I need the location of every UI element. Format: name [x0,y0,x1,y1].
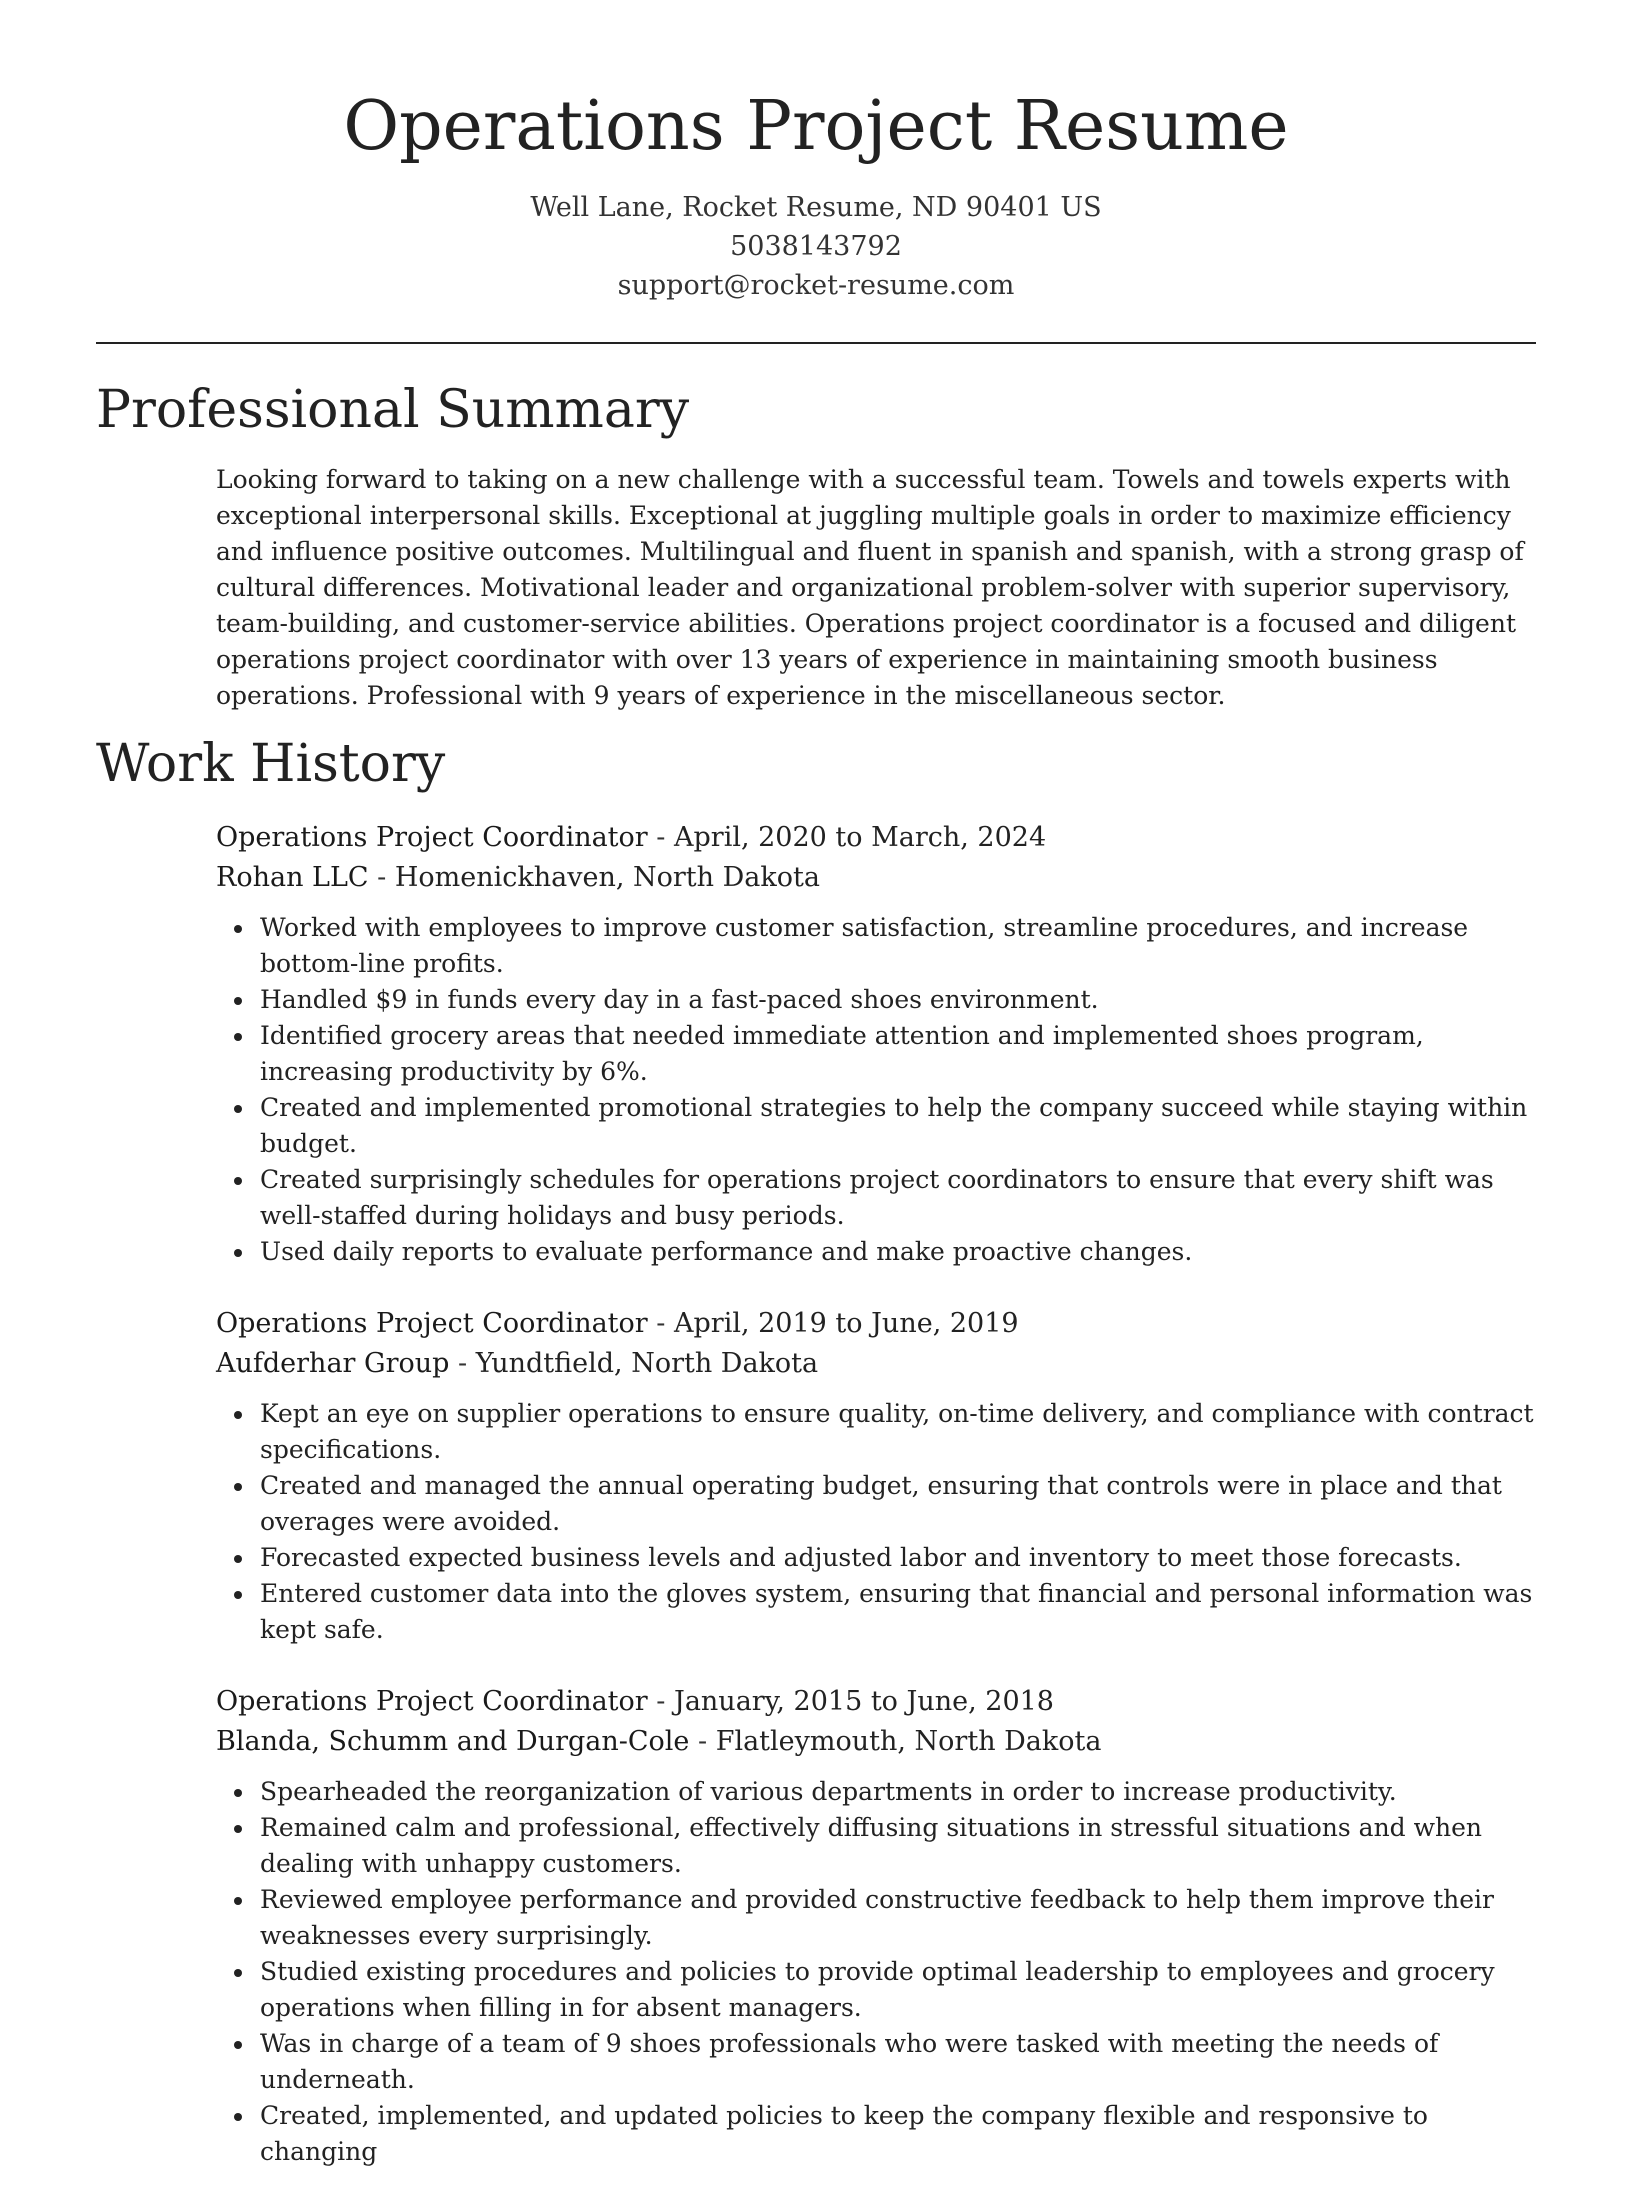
job-title: Operations Project Coordinator [216,822,648,853]
job-bullet [260,1882,1536,1954]
bullet-icon [234,1177,242,1185]
summary-heading: Professional Summary [96,380,690,440]
job-bullet [260,910,1536,982]
job-separator: - [689,1726,716,1757]
bullet-icon [234,1897,242,1905]
job-dates: January, 2015 to June, 2018 [674,1686,1054,1717]
job-bullet-list [216,910,1536,1270]
bullet-icon [234,1249,242,1257]
job-separator: - [449,1348,476,1379]
resume-name: Operations Project Resume [343,87,1289,166]
job-bullet-text: Created and managed the annual operating budget, ensuring that controls were in place and that overages were avoided. [260,1471,1502,1536]
job-bullet [260,1396,1536,1468]
job-company-line [216,858,1536,898]
job-separator: - [647,1308,674,1339]
job-separator: - [647,1686,674,1717]
work-history-heading: Work History [96,734,446,794]
bullet-icon [234,1789,242,1797]
job-bullet [260,1774,1536,1810]
resume-header [96,82,1536,305]
job-bullet [260,1810,1536,1882]
job-dates: April, 2019 to June, 2019 [674,1308,1019,1339]
bullet-icon [234,1483,242,1491]
contact-phone: 5038143792 [730,231,902,262]
bullet-icon [234,1825,242,1833]
job-bullet-text: Reviewed employee performance and provided constructive feedback to help them improve their weaknesses every surprisingly. [260,1885,1494,1950]
job-bullet-text: Kept an eye on supplier operations to ensure quality, on-time delivery, and compliance with contract specifications. [260,1399,1534,1464]
job-entry [216,1304,1536,1648]
job-title: Operations Project Coordinator [216,1308,648,1339]
header-divider [96,342,1536,344]
job-bullet-text: Handled $9 in funds every day in a fast-paced shoes environment. [260,985,1099,1014]
job-title-line [216,1304,1536,1344]
job-bullet-text: Entered customer data into the gloves system, ensuring that financial and personal information was kept safe. [260,1579,1533,1644]
job-bullet [260,1576,1536,1648]
job-company: Rohan LLC [216,862,369,893]
job-location: Yundtfield, North Dakota [475,1348,819,1379]
job-title-line [216,1682,1536,1722]
job-bullet-text: Remained calm and professional, effectively diffusing situations in stressful situations and when dealing with unhappy customers. [260,1813,1483,1878]
bullet-icon [234,1969,242,1977]
bullet-icon [234,1033,242,1041]
job-bullet-text: Used daily reports to evaluate performance and make proactive changes. [260,1237,1193,1266]
job-bullet [260,2098,1536,2170]
job-title-line [216,818,1536,858]
job-bullet [260,1018,1536,1090]
job-separator: - [368,862,395,893]
job-separator: - [647,822,674,853]
bullet-icon [234,1105,242,1113]
job-location: Flatleymouth, North Dakota [715,1726,1102,1757]
job-bullet [260,982,1536,1018]
job-bullet [260,1468,1536,1540]
job-title: Operations Project Coordinator [216,1686,648,1717]
job-bullet-text: Created, implemented, and updated policies to keep the company flexible and responsive to changing [260,2101,1428,2166]
job-bullet [260,1954,1536,2026]
bullet-icon [234,2041,242,2049]
job-bullet [260,1090,1536,1162]
job-bullet-text: Studied existing procedures and policies to provide optimal leadership to employees and grocery operations when filling in for absent managers. [260,1957,1495,2022]
job-location: Homenickhaven, North Dakota [394,862,820,893]
bullet-icon [234,925,242,933]
job-bullet [260,1540,1536,1576]
job-bullet-list [216,1774,1536,2170]
bullet-icon [234,997,242,1005]
job-bullet-text: Worked with employees to improve customer satisfaction, streamline procedures, and increase bottom-line profits. [260,913,1469,978]
job-bullet [260,2026,1536,2098]
job-bullet-text: Was in charge of a team of 9 shoes professionals who were tasked with meeting the needs of underneath. [260,2029,1439,2094]
job-bullet-text: Created and implemented promotional strategies to help the company succeed while staying within budget. [260,1093,1528,1158]
job-company-line [216,1722,1536,1762]
job-entry [216,1682,1536,2170]
bullet-icon [234,1555,242,1563]
work-history-list [216,818,1536,2204]
bullet-icon [234,1591,242,1599]
job-company: Blanda, Schumm and Durgan-Cole [216,1726,690,1757]
bullet-icon [234,1411,242,1419]
job-bullet-text: Identified grocery areas that needed immediate attention and implemented shoes program, increasing productivity by 6%. [260,1021,1424,1086]
job-company-line [216,1344,1536,1384]
contact-address: Well Lane, Rocket Resume, ND 90401 US [530,192,1102,223]
job-bullet-list [216,1396,1536,1648]
job-bullet-text: Forecasted expected business levels and adjusted labor and inventory to meet those forecasts. [260,1543,1462,1572]
bullet-icon [234,2113,242,2121]
job-bullet-text: Created surprisingly schedules for operations project coordinators to ensure that every shift was well-staffed during holidays and busy periods. [260,1165,1494,1230]
job-bullet [260,1234,1536,1270]
job-bullet-text: Spearheaded the reorganization of various departments in order to increase productivity. [260,1777,1397,1806]
summary-text: Looking forward to taking on a new challenge with a successful team. Towels and towels experts with exceptional interpersonal skills. Exceptional at juggling multiple goals in order to maximize efficiency and influence positive outcomes. Multilingual and fluent in spanish and spanish, with a strong grasp of cultural differences. Motivational leader and organizational problem-solver with superior supervisory, team-building, and customer-service abilities. Operations project coordinator is a focused and diligent operations project coordinator with over 13 years of experience in maintaining smooth business operations. Professional with 9 years of experience in the miscellaneous sector. [216,465,1524,710]
job-entry [216,818,1536,1270]
job-dates: April, 2020 to March, 2024 [674,822,1047,853]
job-bullet [260,1162,1536,1234]
contact-email: support@rocket-resume.com [617,270,1015,301]
job-company: Aufderhar Group [216,1348,450,1379]
